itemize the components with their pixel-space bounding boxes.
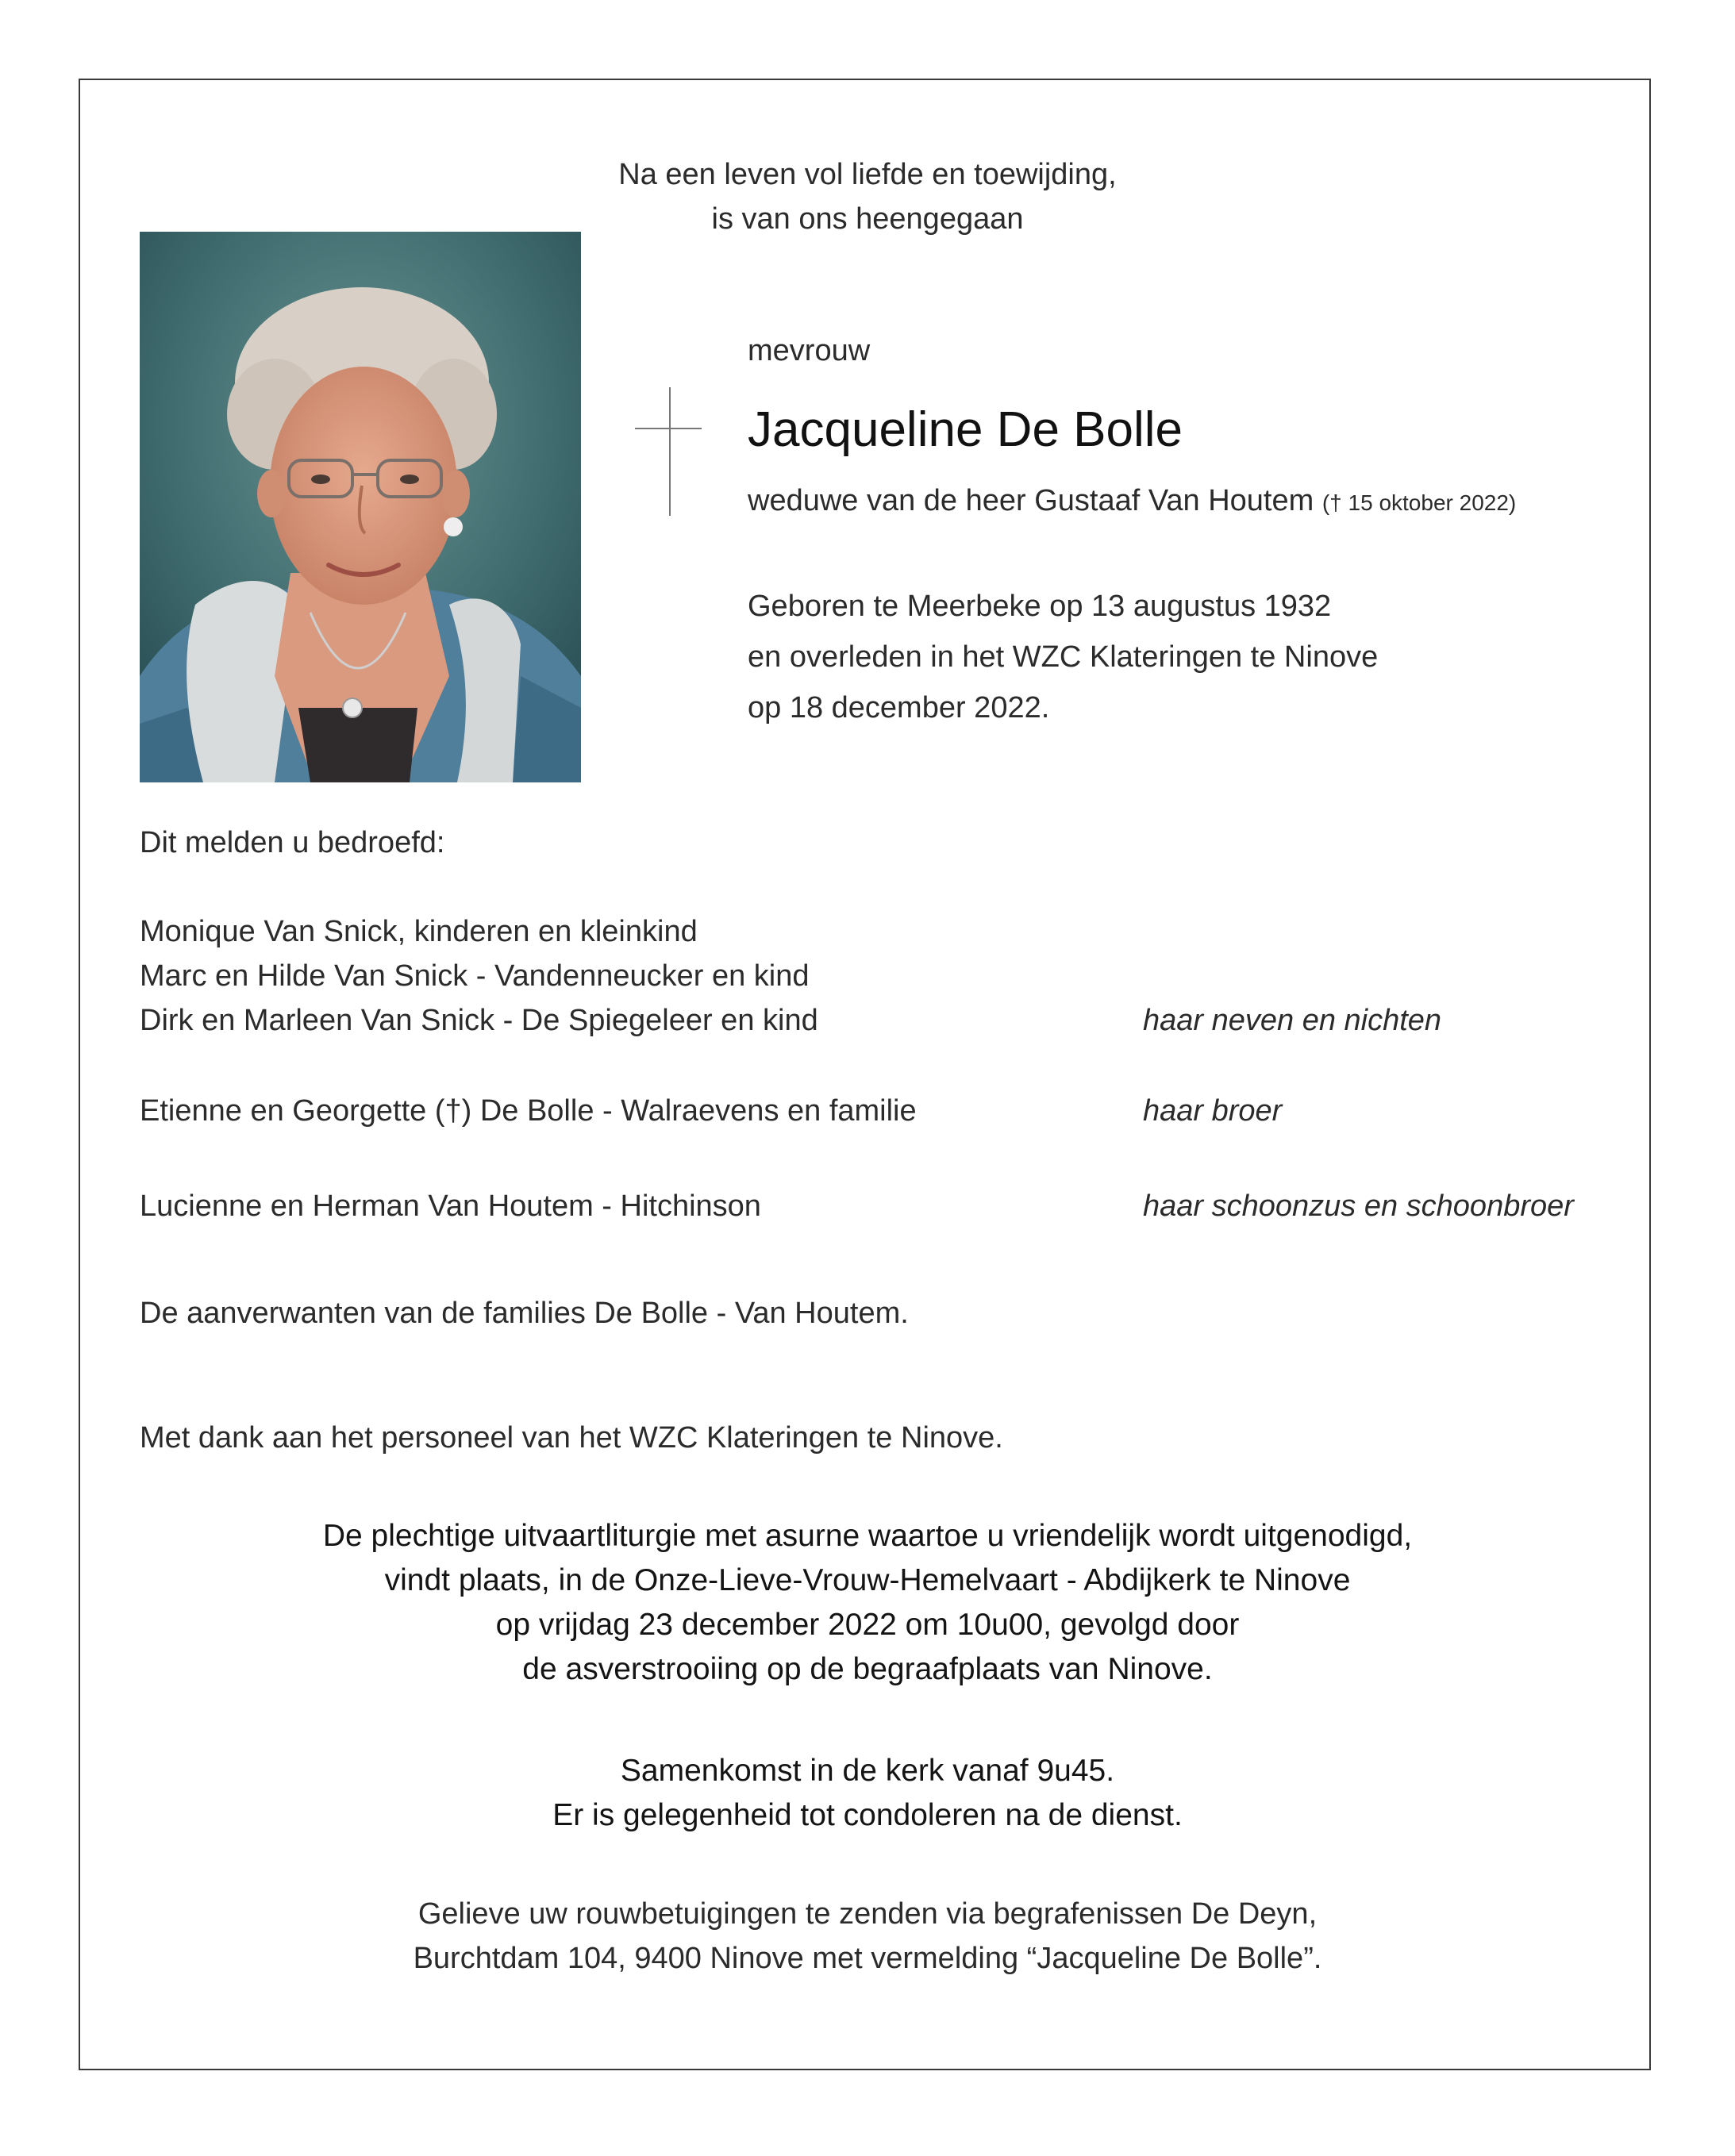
condolence-info bbox=[0, 1892, 1735, 1981]
family-2-relation: haar broer bbox=[1143, 1094, 1283, 1128]
family-1-relation: haar neven en nichten bbox=[1143, 1004, 1442, 1037]
condolence-line-2: Burchtdam 104, 9400 Ninove met vermelding “Jacqueline De Bolle”. bbox=[413, 1942, 1322, 1975]
cross-vertical bbox=[669, 387, 671, 516]
widow-date: († 15 oktober 2022) bbox=[1321, 490, 1517, 515]
service-line-1: De plechtige uitvaartliturgie met asurne waartoe u vriendelijk wordt uitgenodigd, bbox=[322, 1519, 1413, 1553]
intro-line-1: Na een leven vol liefde en toewijding, bbox=[618, 158, 1117, 191]
portrait-photo bbox=[140, 232, 581, 782]
birth-death-info bbox=[748, 581, 1378, 733]
intro-text bbox=[0, 152, 1735, 241]
deceased-prefix: mevrouw bbox=[748, 334, 871, 367]
deceased-name: Jacqueline De Bolle bbox=[748, 402, 1183, 457]
family-member: Monique Van Snick, kinderen en kleinkind bbox=[140, 915, 698, 948]
gathering-details bbox=[0, 1749, 1735, 1838]
service-line-3: op vrijdag 23 december 2022 om 10u00, gevolgd door bbox=[495, 1608, 1240, 1642]
born-line-2: en overleden in het WZC Klateringen te Ninove bbox=[748, 640, 1379, 674]
service-details bbox=[0, 1514, 1735, 1692]
widow-of: weduwe van de heer Gustaaf Van Houtem bbox=[748, 484, 1314, 517]
thanks-line: Met dank aan het personeel van het WZC Klateringen te Ninove. bbox=[140, 1421, 1003, 1455]
born-line-3: op 18 december 2022. bbox=[748, 691, 1050, 724]
family-member: Dirk en Marleen Van Snick - De Spiegeleer en kind bbox=[140, 1004, 818, 1037]
born-line-1: Geboren te Meerbeke op 13 augustus 1932 bbox=[748, 590, 1332, 623]
service-line-4: de asverstrooiing op de begraafplaats van Ninove. bbox=[522, 1652, 1213, 1686]
intro-line-2: is van ons heengegaan bbox=[711, 202, 1024, 236]
family-group-2: Etienne en Georgette (†) De Bolle - Walraevens en familie bbox=[140, 1094, 917, 1128]
family-group-1 bbox=[140, 909, 818, 1043]
widow-line bbox=[748, 478, 1516, 525]
cross-horizontal bbox=[635, 428, 702, 429]
family-member: Marc en Hilde Van Snick - Vandenneucker en kind bbox=[140, 959, 810, 993]
condolence-line-1: Gelieve uw rouwbetuigingen te zenden via begrafenissen De Deyn, bbox=[417, 1897, 1318, 1931]
announcement-intro: Dit melden u bedroefd: bbox=[140, 826, 445, 859]
relatives-line: De aanverwanten van de families De Bolle - Van Houtem. bbox=[140, 1297, 909, 1330]
gathering-line-1: Samenkomst in de kerk vanaf 9u45. bbox=[620, 1754, 1115, 1788]
family-3-relation: haar schoonzus en schoonbroer bbox=[1143, 1189, 1574, 1223]
family-group-3: Lucienne en Herman Van Houtem - Hitchinson bbox=[140, 1189, 761, 1223]
gathering-line-2: Er is gelegenheid tot condoleren na de dienst. bbox=[552, 1798, 1183, 1832]
portrait-illustration bbox=[140, 232, 581, 782]
service-line-2: vindt plaats, in de Onze-Lieve-Vrouw-Hemelvaart - Abdijkerk te Ninove bbox=[384, 1563, 1351, 1597]
